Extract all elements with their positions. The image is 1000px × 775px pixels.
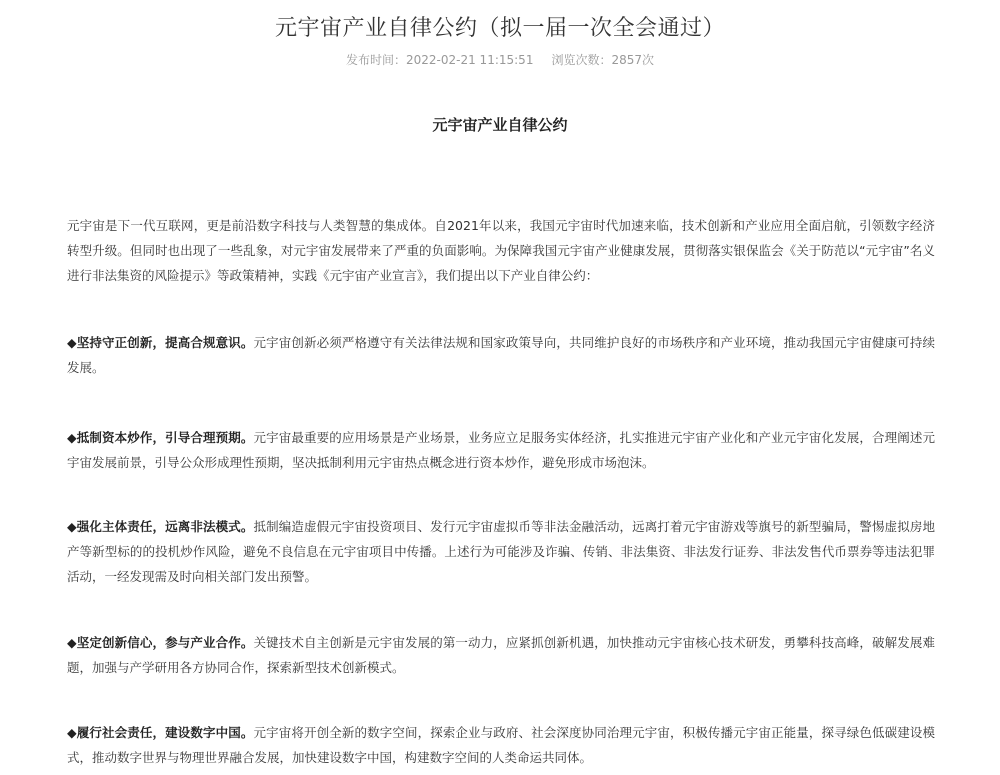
section-paragraph-1 <box>67 330 935 380</box>
view-count-label: 浏览次数： <box>551 53 612 67</box>
section-lead-5: ◆履行社会责任，建设数字中国。 <box>67 725 254 740</box>
article-heading: 元宇宙产业自律公约 <box>432 116 568 134</box>
section-paragraph-4 <box>67 630 935 680</box>
section-lead-3: ◆强化主体责任，远离非法模式。 <box>67 519 254 534</box>
page-title: 元宇宙产业自律公约（拟一届一次全会通过） <box>274 16 725 41</box>
publish-time: 2022-02-21 11:15:51 <box>406 53 534 67</box>
section-text-1: 元宇宙创新必须严格遵守有关法律法规和国家政策导向，共同维护良好的市场秩序和产业环境，推动我国元宇宙健康可持续发展。 <box>67 335 935 375</box>
section-lead-4: ◆坚定创新信心，参与产业合作。 <box>67 635 254 650</box>
section-lead-2: ◆抵制资本炒作，引导合理预期。 <box>67 430 254 445</box>
view-count: 2857次 <box>611 53 655 67</box>
section-text-5: 元宇宙将开创全新的数字空间，探索企业与政府、社会深度协同治理元宇宙，积极传播元宇宙正能量，探寻绿色低碳建设模式，推动数字世界与物理世界融合发展，加快建设数字中国，构建数字空间的人类命运共同体。 <box>67 725 935 765</box>
section-paragraph-5 <box>67 720 935 770</box>
intro-paragraph: 元宇宙是下一代互联网，更是前沿数字科技与人类智慧的集成体。自2021年以来，我国元宇宙时代加速来临，技术创新和产业应用全面启航，引领数字经济转型升级。但同时也出现了一些乱象，对元宇宙发展带来了严重的负面影响。为保障我国元宇宙产业健康发展，贯彻落实银保监会《关于防范以“元宇宙”名义进行非法集资的风险提示》等政策精神，实践《元宇宙产业宣言》，我们提出以下产业自律公约： <box>67 218 935 283</box>
publish-time-label: 发布时间： <box>345 53 406 67</box>
article-meta <box>0 52 1000 68</box>
section-text-3: 抵制编造虚假元宇宙投资项目、发行元宇宙虚拟币等非法金融活动，远离打着元宇宙游戏等旗号的新型骗局，警惕虚拟房地产等新型标的的投机炒作风险，避免不良信息在元宇宙项目中传播。上述行为可能涉及诈骗、传销、非法集资、非法发行证券、非法发售代币票券等违法犯罪活动，一经发现需及时向相关部门发出预警。 <box>67 519 935 584</box>
section-paragraph-2 <box>67 425 935 475</box>
section-lead-1: ◆坚持守正创新，提高合规意识。 <box>67 335 254 350</box>
section-text-2: 元宇宙最重要的应用场景是产业场景，业务应立足服务实体经济，扎实推进元宇宙产业化和产业元宇宙化发展，合理阐述元宇宙发展前景，引导公众形成理性预期，坚决抵制利用元宇宙热点概念进行资本炒作，避免形成市场泡沫。 <box>67 430 935 470</box>
section-paragraph-3 <box>67 514 935 589</box>
section-text-4: 关键技术自主创新是元宇宙发展的第一动力，应紧抓创新机遇，加快推动元宇宙核心技术研发，勇攀科技高峰，破解发展难题，加强与产学研用各方协同合作，探索新型技术创新模式。 <box>67 635 935 675</box>
